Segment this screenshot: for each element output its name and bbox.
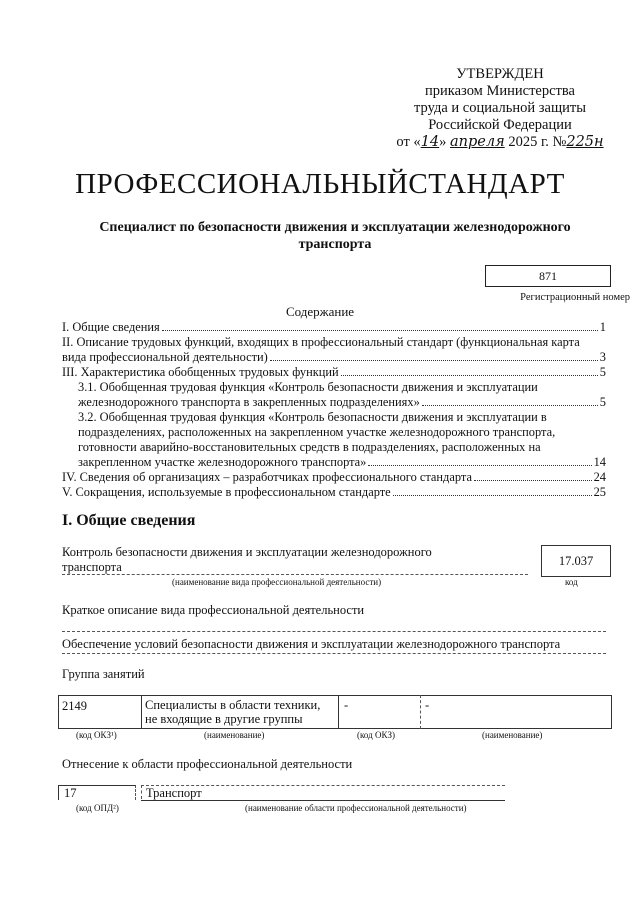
toc-page: 24 xyxy=(593,470,606,484)
occupation-group-label: Группа занятий xyxy=(62,667,145,681)
code-caption: код xyxy=(565,577,578,587)
toc-item-1[interactable] xyxy=(62,320,606,335)
document-subtitle: Специалист по безопасности движения и эксплуатации железнодорожного транспорта xyxy=(99,220,571,252)
date-year: 2025 г. № xyxy=(508,134,567,150)
toc-heading: Содержание xyxy=(285,304,355,319)
approval-date-line xyxy=(380,134,620,151)
date-day-close: » xyxy=(439,134,447,150)
date-prefix: от « xyxy=(396,134,421,150)
area-name-caption: (наименование области профессиональной деятельности) xyxy=(245,803,467,813)
caption-okz-code-2: (код ОКЗ) xyxy=(357,730,395,740)
toc-leader xyxy=(422,405,598,406)
toc-item-text: V. Сокращения, используемые в профессиональном стандарте xyxy=(62,485,391,499)
toc-page: 5 xyxy=(599,395,606,409)
activity-name-line: Контроль безопасности движения и эксплуатации железнодорожного xyxy=(62,545,432,559)
toc-item-text-cont: железнодорожного транспорта в закрепленных подразделениях» xyxy=(78,395,420,409)
handwritten-order-number: 225н xyxy=(566,134,604,150)
okz-code-1: 2149 xyxy=(62,699,87,713)
caption-name: (наименование) xyxy=(204,730,265,740)
brief-top-line xyxy=(62,631,606,632)
brief-description-label: Краткое описание вида профессиональной деятельности xyxy=(62,603,365,617)
okz-name-2: - xyxy=(425,698,430,712)
toc-item-text: IV. Сведения об организациях – разработчиках профессионального стандарта xyxy=(62,470,472,484)
table-divider xyxy=(141,695,142,729)
activity-underline xyxy=(62,574,528,575)
toc-leader xyxy=(474,480,592,481)
activity-area-label: Отнесение к области профессиональной деятельности xyxy=(62,757,353,771)
toc-page: 1 xyxy=(599,320,606,334)
activity-name-caption: (наименование вида профессиональной деятельности) xyxy=(172,577,382,587)
approval-title: УТВЕРЖДЕН xyxy=(456,66,544,82)
toc-item-text: 3.1. Обобщенная трудовая функция «Контроль безопасности движения и эксплуатации xyxy=(78,380,538,394)
okz-name-line: не входящие в другие группы xyxy=(145,712,303,726)
approval-block xyxy=(380,66,620,151)
toc-leader xyxy=(341,375,598,376)
brief-bottom-line xyxy=(62,653,606,654)
toc-item-4[interactable] xyxy=(62,470,606,485)
okz-name-line: Специалисты в области техники, xyxy=(145,698,321,712)
caption-okz-code: (код ОКЗ¹) xyxy=(76,730,117,740)
registration-number-box: 871 xyxy=(485,265,611,287)
toc-item-text-cont: подразделениях, расположенных на закрепленном участке железнодорожного транспорта, xyxy=(78,425,556,439)
toc-item-3[interactable] xyxy=(62,365,606,380)
toc-leader xyxy=(393,495,592,496)
approval-line-ministry-2: труда и социальной защиты xyxy=(414,100,586,116)
toc-item-5[interactable] xyxy=(62,485,606,500)
activity-name xyxy=(62,545,432,575)
area-code: 17 xyxy=(64,786,77,800)
okz-code-2: - xyxy=(344,698,349,712)
table-divider xyxy=(338,695,339,729)
toc-item-text: I. Общие сведения xyxy=(62,320,160,334)
toc-page: 25 xyxy=(593,485,606,499)
toc-leader xyxy=(368,465,591,466)
handwritten-month: апреля xyxy=(450,134,505,150)
activity-code-box: 17.037 xyxy=(541,545,611,577)
toc-item-text: 3.2. Обобщенная трудовая функция «Контроль безопасности движения и эксплуатации в xyxy=(78,410,547,424)
toc-page: 3 xyxy=(599,350,606,364)
toc-item-text: III. Характеристика обобщенных трудовых функций xyxy=(62,365,339,379)
toc-leader xyxy=(270,360,598,361)
registration-number-label: Регистрационный номер xyxy=(520,292,630,303)
table-divider xyxy=(420,695,421,729)
activity-name-line: транспорта xyxy=(62,560,122,574)
toc-item-text-cont: закрепленном участке железнодорожного транспорта» xyxy=(78,455,367,469)
caption-name-2: (наименование) xyxy=(482,730,543,740)
document-title: ПРОФЕССИОНАЛЬНЫЙСТАНДАРТ xyxy=(75,168,565,200)
section-heading: I. Общие сведения xyxy=(62,512,196,529)
toc-item-3-1[interactable] xyxy=(78,380,606,410)
brief-description-text: Обеспечение условий безопасности движения и эксплуатации железнодорожного транспорта xyxy=(62,637,561,651)
handwritten-day: 14 xyxy=(420,134,440,150)
area-divider xyxy=(141,785,142,799)
toc-item-text-cont: готовности аварийно-восстановительных средств в подразделениях, расположенных на xyxy=(78,440,541,454)
toc-leader xyxy=(162,330,598,331)
area-bottom-line xyxy=(141,800,505,801)
toc-item-3-2[interactable] xyxy=(78,410,606,470)
approval-line-country: Российской Федерации xyxy=(428,117,572,133)
area-name: Транспорт xyxy=(146,786,202,800)
toc-page: 5 xyxy=(599,365,606,379)
toc-item-text: II. Описание трудовых функций, входящих в профессиональный стандарт (функциональная карта xyxy=(62,335,580,349)
toc-page: 14 xyxy=(593,455,606,469)
okz-name-1 xyxy=(145,698,320,726)
toc-item-2[interactable] xyxy=(62,335,606,365)
area-code-caption: (код ОПД²) xyxy=(76,803,119,813)
approval-line-ministry: приказом Министерства xyxy=(425,83,575,99)
toc-item-text-cont: вида профессиональной деятельности) xyxy=(62,350,268,364)
